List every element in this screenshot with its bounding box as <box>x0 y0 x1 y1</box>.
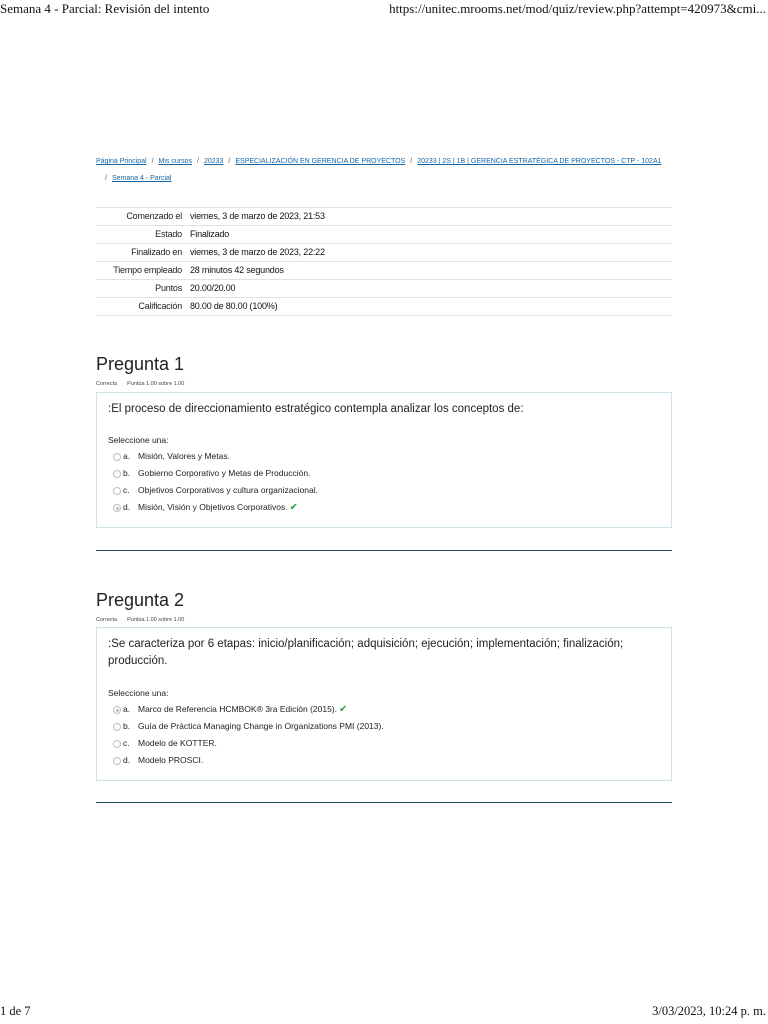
answer-option[interactable] <box>113 753 671 770</box>
option-text: Misión, Visión y Objetivos Corporativos. <box>138 502 288 512</box>
summary-value: 28 minutos 42 segundos <box>190 265 284 275</box>
question-2-text: :Se caracteriza por 6 etapas: inicio/planificación; adquisición; ejecución; implementación; finalización; producción. <box>108 638 624 667</box>
breadcrumb-link-my-courses[interactable]: Mis cursos <box>158 158 192 165</box>
question-1-prompt: Seleccione una: <box>108 435 169 445</box>
question-1-box <box>96 392 672 528</box>
option-letter: c. <box>123 485 130 495</box>
option-letter: d. <box>123 755 131 765</box>
print-header <box>0 0 768 20</box>
option-text: Objetivos Corporativos y cultura organizacional. <box>138 485 319 495</box>
option-text: Misión, Valores y Metas. <box>138 451 230 461</box>
summary-row-state <box>96 226 672 244</box>
radio-button[interactable] <box>113 487 121 495</box>
print-page-url: https://unitec.mrooms.net/mod/quiz/review.php?attempt=420973&cmi... <box>389 1 766 16</box>
summary-row-time <box>96 262 672 280</box>
answer-option[interactable] <box>113 483 671 500</box>
summary-row-started <box>96 208 672 226</box>
option-text: Guía de Práctica Managing Change in Organizations PMI (2013). <box>138 721 384 731</box>
answer-option[interactable] <box>113 719 671 736</box>
summary-value: 80.00 de 80.00 (100%) <box>190 301 278 311</box>
radio-button[interactable] <box>113 723 121 731</box>
question-divider <box>96 802 672 803</box>
breadcrumb-link-program[interactable]: ESPECIALIZACIÓN EN GERENCIA DE PROYECTOS <box>235 158 406 165</box>
summary-label: Estado <box>155 229 182 239</box>
answer-option[interactable] <box>113 736 671 753</box>
option-letter: b. <box>123 721 131 731</box>
radio-button[interactable] <box>113 470 121 478</box>
check-icon: ✔ <box>339 704 348 715</box>
question-2-options <box>97 702 671 770</box>
option-text: Gobierno Corporativo y Metas de Producción. <box>138 468 311 478</box>
summary-label: Finalizado en <box>131 247 182 257</box>
question-status: Correcta <box>96 617 118 623</box>
radio-button[interactable] <box>113 757 121 765</box>
print-datetime: 3/03/2023, 10:24 p. m. <box>652 1004 766 1018</box>
answer-option-selected[interactable] <box>113 702 671 719</box>
question-2-prompt: Seleccione una: <box>108 688 169 698</box>
option-text: Marco de Referencia HCMBOK® 3ra Edición (2015). <box>138 704 338 714</box>
option-letter: b. <box>123 468 131 478</box>
question-2-box <box>96 627 672 781</box>
breadcrumb-separator: / <box>151 158 154 165</box>
breadcrumb-separator: / <box>197 158 199 165</box>
summary-label: Calificación <box>138 301 182 311</box>
option-text: Modelo de KOTTER. <box>138 738 217 748</box>
option-text-wrap <box>138 502 298 513</box>
radio-button[interactable] <box>113 740 121 748</box>
question-1-title: Pregunta 1 <box>96 354 185 374</box>
breadcrumb <box>96 153 676 187</box>
question-status: Correcta <box>96 381 118 387</box>
answer-option-selected[interactable] <box>113 500 671 517</box>
breadcrumb-separator: / <box>105 175 107 182</box>
breadcrumb-link-quiz[interactable]: Semana 4 - Parcial <box>111 175 172 182</box>
summary-value: viernes, 3 de marzo de 2023, 21:53 <box>190 211 325 221</box>
question-1-meta <box>96 381 194 387</box>
option-text-wrap <box>138 704 347 715</box>
answer-option[interactable] <box>113 466 671 483</box>
summary-row-finished <box>96 244 672 262</box>
radio-button-selected[interactable] <box>113 504 121 512</box>
option-letter: a. <box>123 451 131 461</box>
summary-value: viernes, 3 de marzo de 2023, 22:22 <box>190 247 325 257</box>
breadcrumb-link-period[interactable]: 20233 <box>203 158 224 165</box>
print-footer <box>0 1002 768 1024</box>
radio-button-selected[interactable] <box>113 706 121 714</box>
print-page-number: 1 de 7 <box>0 1004 31 1018</box>
check-icon: ✔ <box>289 502 298 513</box>
summary-label: Tiempo empleado <box>113 265 182 275</box>
summary-label: Puntos <box>155 283 182 293</box>
summary-row-grade <box>96 298 672 316</box>
print-page-title: Semana 4 - Parcial: Revisión del intento <box>0 1 210 16</box>
radio-button[interactable] <box>113 453 121 461</box>
option-letter: c. <box>123 738 130 748</box>
summary-label: Comenzado el <box>126 211 182 221</box>
breadcrumb-separator: / <box>228 158 231 165</box>
option-letter: d. <box>123 502 131 512</box>
summary-row-points <box>96 280 672 298</box>
attempt-summary-table <box>96 207 672 316</box>
question-2-title: Pregunta 2 <box>96 590 185 610</box>
summary-value: 20.00/20.00 <box>190 283 236 293</box>
question-score: Puntúa 1.00 sobre 1.00 <box>127 381 185 387</box>
question-score: Puntúa 1.00 sobre 1.00 <box>127 617 185 623</box>
summary-value: Finalizado <box>190 229 230 239</box>
breadcrumb-link-course[interactable]: 20233 | 2S | 1B | GERENCIA ESTRATÉGICA DE PROYECTOS - CTP - 102A1 <box>417 158 662 165</box>
option-text: Modelo PROSCI. <box>138 755 204 765</box>
answer-option[interactable] <box>113 449 671 466</box>
question-2-meta <box>96 617 194 623</box>
breadcrumb-link-home[interactable]: Página Principal <box>96 158 147 165</box>
question-1-options <box>97 449 671 517</box>
question-divider <box>96 550 672 551</box>
breadcrumb-separator: / <box>410 158 413 165</box>
option-letter: a. <box>123 704 131 714</box>
question-1-text: :El proceso de direccionamiento estratégico contempla analizar los conceptos de: <box>108 403 524 415</box>
